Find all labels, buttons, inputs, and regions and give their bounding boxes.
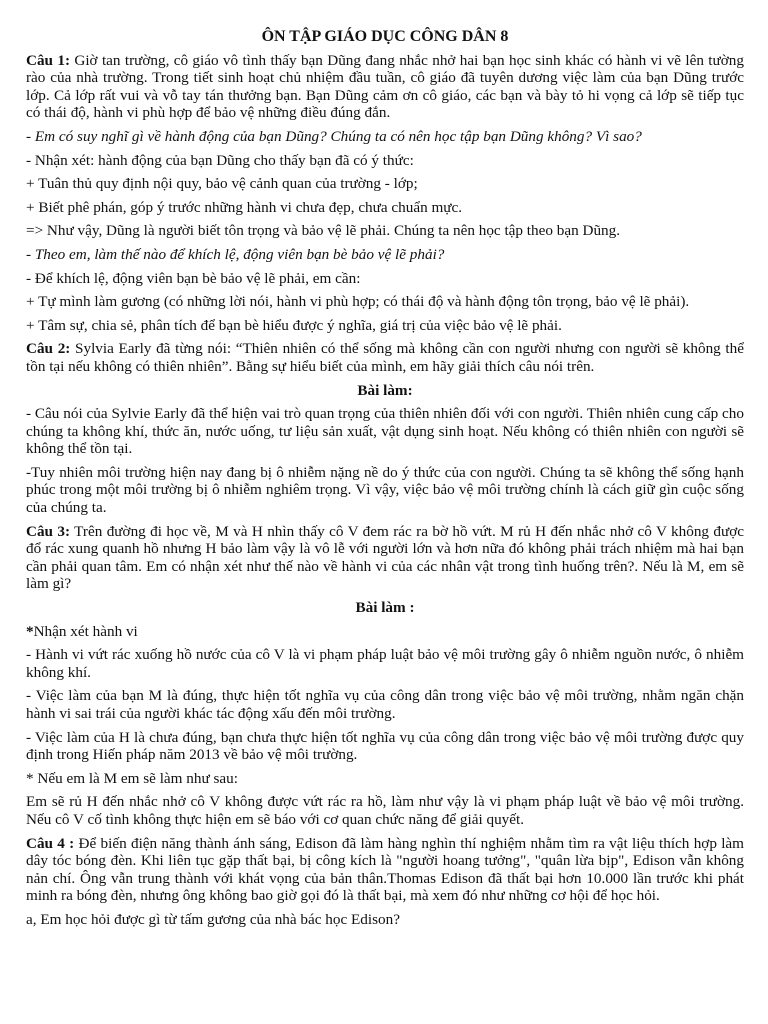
q1-answer-line: + Tâm sự, chia sẻ, phân tích để bạn bè hiểu được ý nghĩa, giá trị của việc bảo vệ lẽ phải.	[26, 316, 562, 334]
q2-answer-paragraph: - Câu nói của Sylvie Early đã thể hiện vai trò quan trọng của thiên nhiên đối với con người. Thiên nhiên cung cấp cho chúng ta không khí, thức ăn, nước uống, tư liệu sản xuất, vật dụng sinh hoạt. Nếu không có thiên nhiên con người sẽ không thể tồn tại.	[26, 405, 744, 458]
q3-answer-heading: Bài làm :	[355, 599, 415, 617]
q1-label: Câu 1:	[26, 51, 71, 69]
q2-label: Câu 2:	[26, 340, 71, 358]
q4-label: Câu 4 :	[26, 834, 75, 852]
q4-prompt	[26, 835, 744, 905]
q1-answer-line: + Biết phê phán, góp ý trước những hành vi chưa đẹp, chưa chuẩn mực.	[26, 198, 463, 216]
q1-prompt	[26, 52, 744, 122]
q1-answer-line: - Nhận xét: hành động của bạn Dũng cho thấy bạn đã có ý thức:	[26, 151, 414, 169]
q1-text: Giờ tan trường, cô giáo vô tình thấy bạn Dũng đang nhắc nhở hai bạn học sinh khác có hành vi vẽ lên tường rào của nhà trường. Trong tiết sinh hoạt chủ nhiệm đầu tuần, cô giáo đã tuyên dương việc làm của bạn Dũng trước lớp. Cả lớp rất vui và vỗ tay tán thưởng bạn. Bạn Dũng cảm ơn cô giáo, các bạn và bày tỏ hi vọng cả lớp sẽ tiếp tục có thái độ, hành vi phù hợp để bảo vệ những điều đúng đắn.	[26, 51, 744, 122]
q3-answer-line: Em sẽ rủ H đến nhắc nhở cô V không được vứt rác ra hồ, làm như vậy là vi phạm pháp luật về bảo vệ môi trường. Nếu cô V cố tình không thực hiện em sẽ báo với cơ quan chức năng để giải quyết.	[26, 793, 744, 828]
q3-answer-line: * Nếu em là M em sẽ làm như sau:	[26, 769, 238, 787]
q2-prompt	[26, 340, 744, 375]
q1-answer-line: + Tuân thủ quy định nội quy, bảo vệ cảnh quan của trường - lớp;	[26, 175, 418, 193]
q3-answer-line: - Việc làm của H là chưa đúng, bạn chưa thực hiện tốt nghĩa vụ của công dân trong việc bảo vệ môi trường được quy định trong Hiến pháp năm 2013 về bảo vệ môi trường.	[26, 728, 744, 764]
q3-answer-line: - Việc làm của bạn M là đúng, thực hiện tốt nghĩa vụ của công dân trong việc bảo vệ môi trường, nhằm ngăn chặn hành vi sai trái của người khác tác động xấu đến môi trường.	[26, 687, 744, 722]
q3-answer-subheading	[26, 623, 744, 641]
q1-question-1: - Em có suy nghĩ gì về hành động của bạn Dũng? Chúng ta có nên học tập bạn Dũng không? Vì sao?	[26, 127, 642, 145]
q3-answer-line: - Hành vi vứt rác xuống hồ nước của cô V là vi phạm pháp luật bảo vệ môi trường gây ô nhiễm nguồn nước, ô nhiễm không khí.	[26, 646, 744, 681]
q2-answer-heading: Bài làm:	[357, 381, 413, 399]
q4-subquestion-a: a, Em học hỏi được gì từ tấm gương của nhà bác học Edison?	[26, 910, 400, 928]
q1-answer-line: + Tự mình làm gương (có những lời nói, hành vi phù hợp; có thái độ và hành động tôn trọng, bảo vệ lẽ phải).	[26, 293, 690, 311]
q1-answer-line: - Để khích lệ, động viên bạn bè bảo vệ lẽ phải, em cần:	[26, 269, 361, 287]
q1-question-2: - Theo em, làm thế nào để khích lệ, động viên bạn bè bảo vệ lẽ phải?	[26, 245, 445, 263]
q3-label: Câu 3:	[26, 522, 71, 540]
q3-prompt	[26, 523, 744, 593]
document-title: ÔN TẬP GIÁO DỤC CÔNG DÂN 8	[261, 28, 509, 45]
q3-subheading-text: Nhận xét hành vi	[33, 622, 138, 640]
q4-text: Để biến điện năng thành ánh sáng, Edison đã làm hàng nghìn thí nghiệm nhằm tìm ra vật liệu thích hợp làm dây tóc bóng đèn. Khi liên tục gặp thất bại, bị công kích là "người hoang tưởng", "quân lừa bịp", Edison vẫn không nản chí. Ông vẫn trung thành với khát vọng của bản thân.Thomas Edison đã thất bại hơn 10.000 lần trước khi phát minh ra bóng đèn, nhưng ông không bao giờ gọi đó là thất bại, mà xem đó như những cơ hội để học hỏi.	[26, 834, 744, 905]
q3-star: *	[26, 622, 34, 640]
q1-answer-line: => Như vậy, Dũng là người biết tôn trọng và bảo vệ lẽ phải. Chúng ta nên học tập theo bạn Dũng.	[26, 222, 621, 240]
q3-text: Trên đường đi học về, M và H nhìn thấy cô V đem rác ra bờ hồ vứt. M rủ H đến nhắc nhở cô V không được đổ rác xung quanh hồ nhưng H bảo làm vậy là vô lễ với người lớn và hơn nữa đó không phải trách nhiệm mà hai bạn cần phải quan tâm. Em có nhận xét như thế nào về hành vi của các nhân vật trong tình huống trên?. Nếu là M, em sẽ làm gì?	[26, 522, 744, 593]
q2-text: Sylvia Early đã từng nói: “Thiên nhiên có thể sống mà không cần con người nhưng con người sẽ không thể tồn tại nếu không có thiên nhiên”. Bằng sự hiểu biết của mình, em hãy giải thích câu nói trên.	[26, 340, 744, 375]
q2-answer-paragraph: -Tuy nhiên môi trường hiện nay đang bị ô nhiễm nặng nề do ý thức của con người. Chúng ta sẽ không thể sống hạnh phúc trong một môi trường bị ô nhiễm nghiêm trọng. Vì vậy, việc bảo vệ môi trường chính là cách giữ gìn cuộc sống của chúng ta.	[26, 463, 744, 517]
